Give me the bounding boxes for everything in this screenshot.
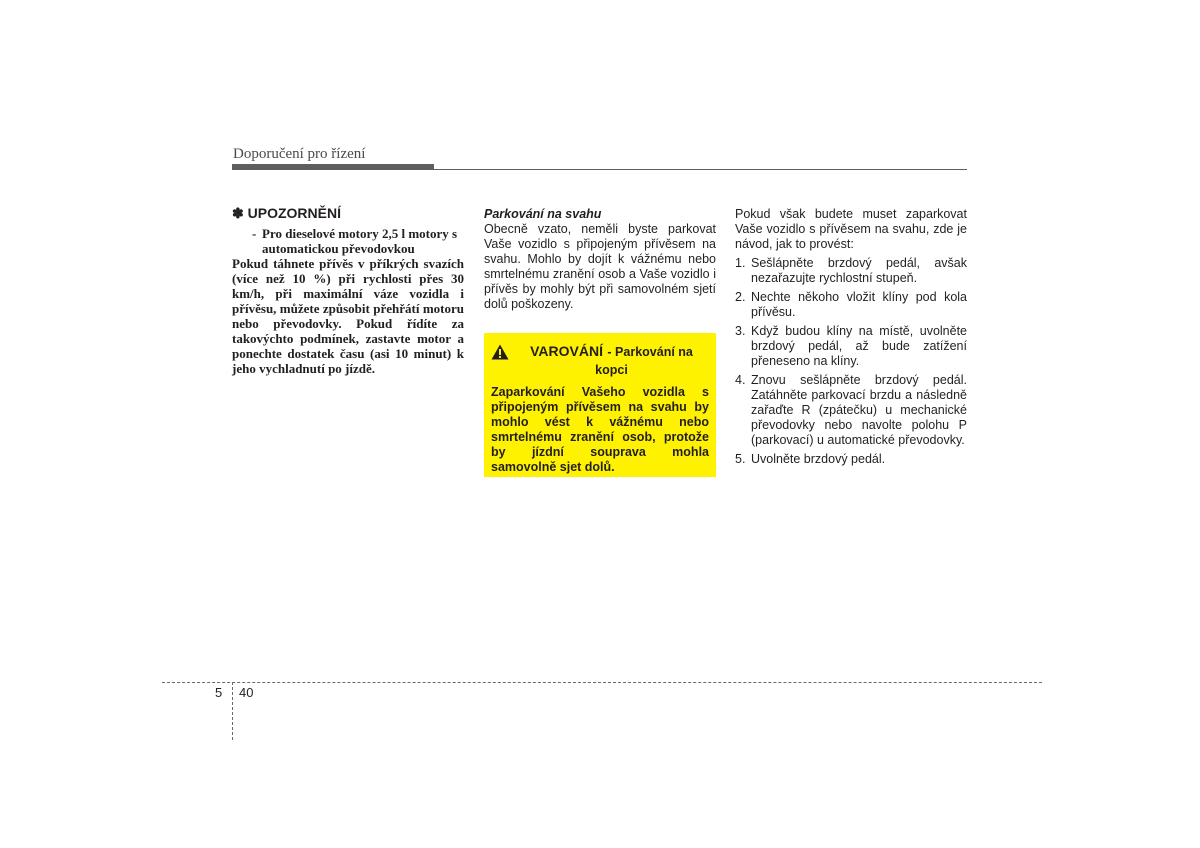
page-number: 40 xyxy=(239,685,254,700)
step-text: Když budou klíny na místě, uvolněte brzdový pedál, až bude zatížení přeneseno na klíny. xyxy=(751,324,967,368)
procedure-intro: Pokud však budete muset zaparkovat Vaše vozidlo s přívěsem na svahu, zde je návod, jak to provést: xyxy=(735,207,967,251)
step-text: Znovu sešlápněte brzdový pedál. Zatáhněte parkovací brzdu a následně zařaďte R (zpátečku) u mechanické převodovky nebo navolte polohu P (parkovací) u automatické převodovky. xyxy=(751,373,967,447)
step-text: Nechte někoho vložit klíny pod kola přívěsu. xyxy=(751,290,967,319)
list-item xyxy=(735,373,967,448)
caution-body: Pokud táhnete přívěs v příkrých svazích (více než 10 %) při rychlosti přes 30 km/h, při maximální váze vozidla i přívěsu, můžete způsobit přehřátí motoru nebo převodovky. Pokud řídíte za takovýchto podmínek, zastavte motor a ponechte dostatek času (asi 10 minut) k jeho vychladnutí po jízdě. xyxy=(232,256,464,376)
caution-heading-label: UPOZORNĚNÍ xyxy=(247,205,341,221)
procedure-section xyxy=(735,207,967,471)
caution-sub-item xyxy=(252,226,464,256)
procedure-steps xyxy=(735,256,967,467)
caution-sub-item-text: Pro dieselové motory 2,5 l motory s automatickou převodovkou xyxy=(262,226,458,256)
list-item xyxy=(735,256,967,286)
step-number: 5. xyxy=(735,452,746,466)
asterisk-icon: ✽ xyxy=(232,205,244,221)
warning-triangle-icon xyxy=(491,344,509,360)
list-item xyxy=(735,290,967,320)
footer-dashed-divider xyxy=(232,682,233,740)
caution-note xyxy=(232,205,464,376)
parking-body: Obecně vzato, neměli byste parkovat Vaše vozidlo s připojeným přívěsem na svahu. Mohlo by dojít k vážnému nebo smrtelnému zranění osob a Vaše vozidlo i přívěs by mohly být při samovolném sjetí dolů poškozeny. xyxy=(484,222,716,311)
list-dash: - xyxy=(252,226,257,241)
caution-heading xyxy=(232,205,464,222)
parking-section xyxy=(484,207,716,312)
step-text: Sešlápněte brzdový pedál, avšak nezařazujte rychlostní stupeň. xyxy=(751,256,967,285)
step-number: 3. xyxy=(735,324,746,338)
warning-label: VAROVÁNÍ xyxy=(530,343,603,359)
section-title: Doporučení pro řízení xyxy=(233,146,366,162)
step-number: 2. xyxy=(735,290,746,304)
step-number: 1. xyxy=(735,256,746,270)
list-item xyxy=(735,324,967,369)
warning-body: Zaparkování Vašeho vozidla s připojeným přívěsem na svahu by mohlo vést k vážnému nebo smrtelnému zranění osob, protože by jízdní souprava mohla samovolně sjet dolů. xyxy=(491,385,709,474)
step-number: 4. xyxy=(735,373,746,387)
warning-box xyxy=(484,333,716,477)
parking-heading: Parkování na svahu xyxy=(484,207,602,221)
warning-title xyxy=(514,343,709,379)
header-rule xyxy=(232,169,967,170)
step-text: Uvolněte brzdový pedál. xyxy=(751,452,886,466)
chapter-number: 5 xyxy=(215,685,223,700)
warning-topic: - Parkování na kopci xyxy=(595,345,693,377)
footer-dashed-rule xyxy=(162,682,1042,683)
list-item xyxy=(735,452,967,467)
warning-heading xyxy=(491,343,709,379)
